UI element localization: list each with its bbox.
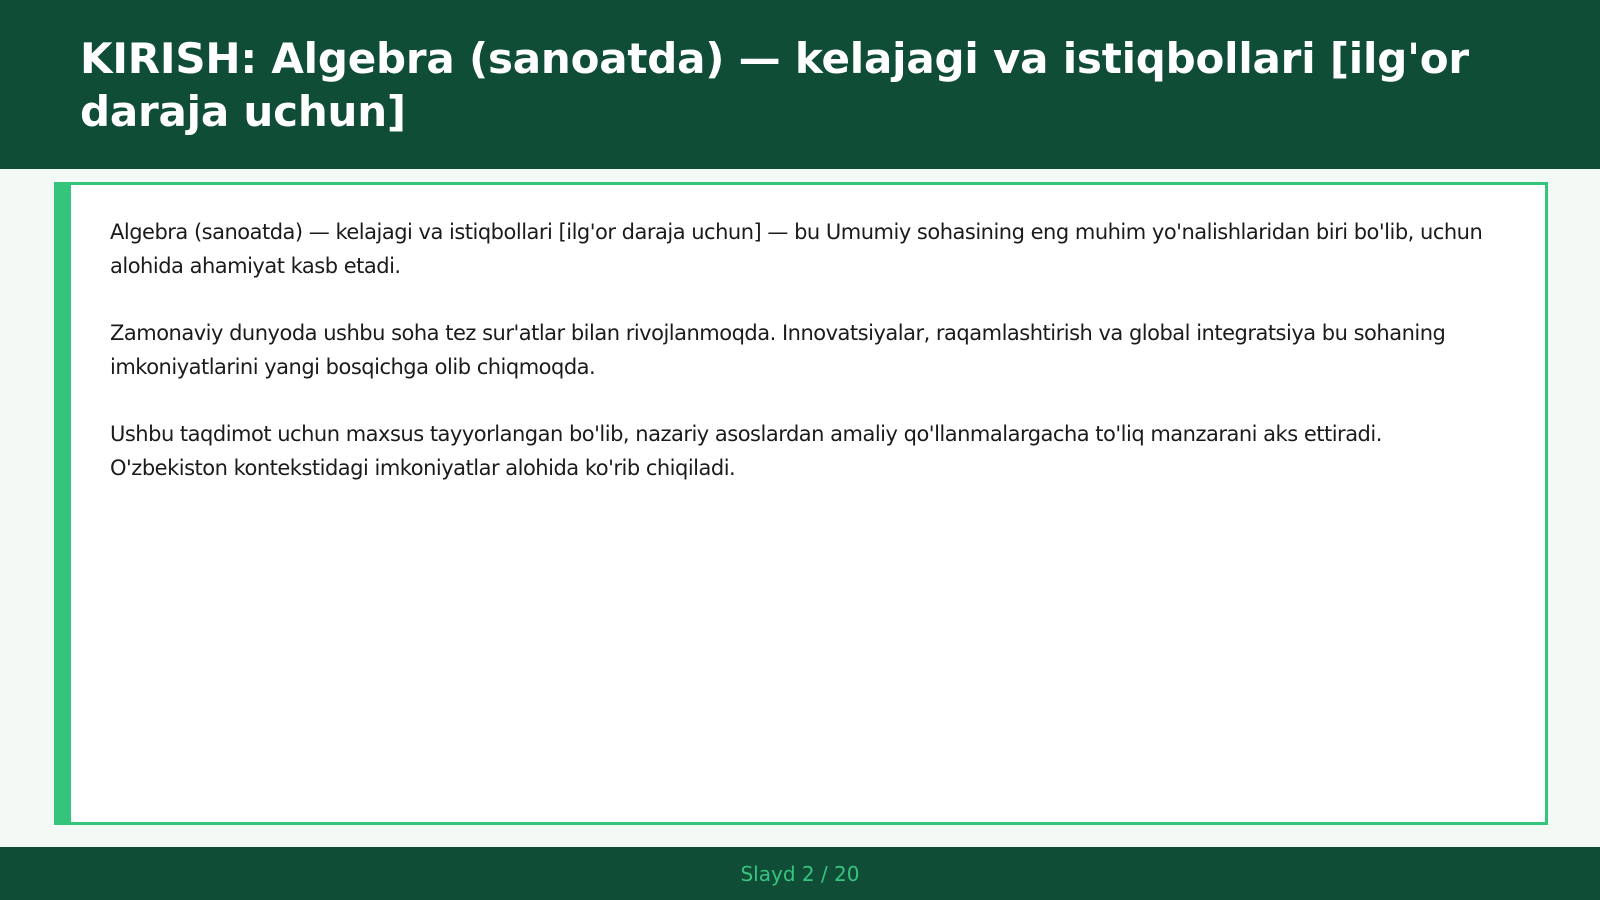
slide-footer bbox=[0, 847, 1600, 900]
development-paragraph: Zamonaviy dunyoda ushbu soha tez sur'atlar bilan rivojlanmoqda. Innovatsiyalar, raqamlashtirish va global integratsiya bu sohaning imkoniyatlarini yangi bosqichga olib chiqmoqda. bbox=[110, 321, 1446, 379]
content-card bbox=[54, 182, 1548, 825]
presentation-paragraph: Ushbu taqdimot uchun maxsus tayyorlangan bo'lib, nazariy asoslardan amaliy qo'llanmalargacha to'liq manzarani aks ettiradi. O'zbekiston kontekstidagi imkoniyatlar alohida ko'rib chiqiladi. bbox=[110, 422, 1382, 480]
slide-header bbox=[0, 0, 1600, 169]
intro-paragraph: Algebra (sanoatda) — kelajagi va istiqbollari [ilg'or daraja uchun] — bu Umumiy sohasining eng muhim yo'nalishlaridan biri bo'lib, uchun alohida ahamiyat kasb etadi. bbox=[110, 220, 1483, 278]
slide-counter: Slayd 2 / 20 bbox=[740, 861, 860, 886]
slide-title: KIRISH: Algebra (sanoatda) — kelajagi va istiqbollari [ilg'or daraja uchun] bbox=[80, 34, 1469, 136]
